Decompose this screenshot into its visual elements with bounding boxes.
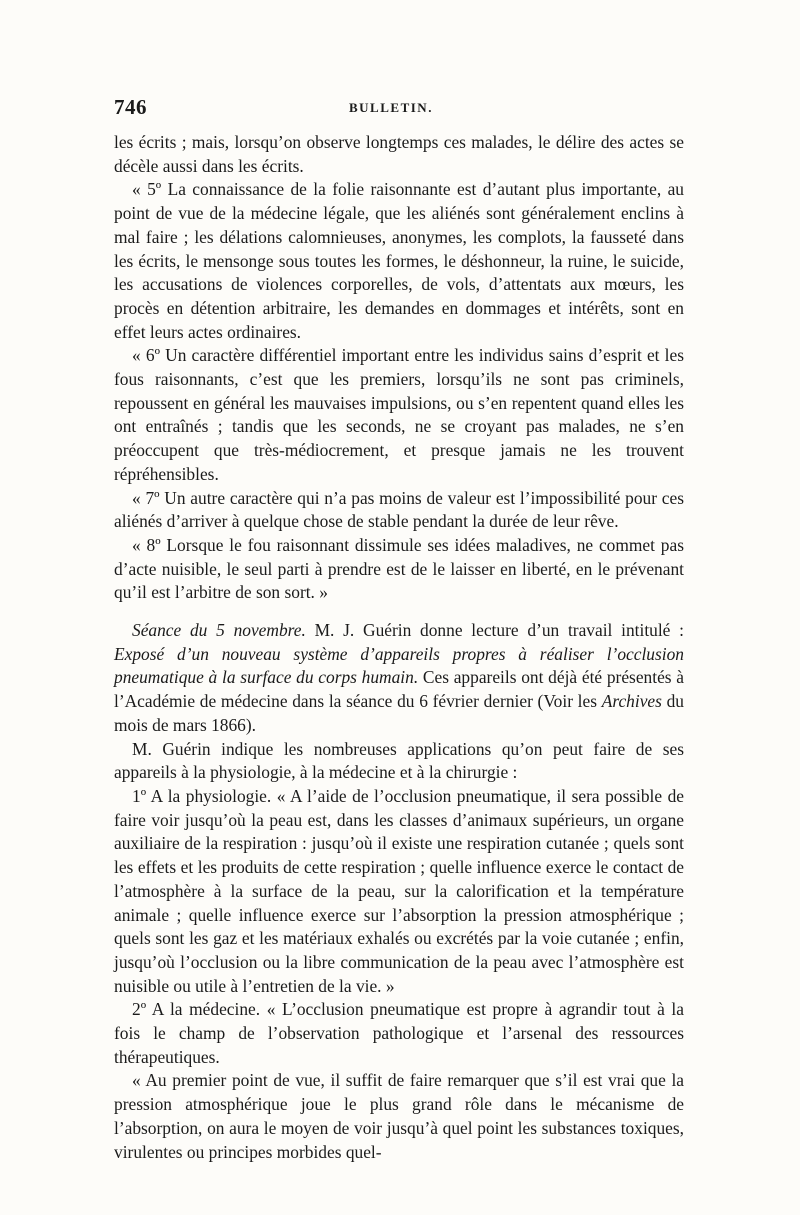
text-run: « 6º Un caractère différentiel important entre les individus sains d’esprit et les fous raisonnants, c’est que les premiers, lorsqu’ils ne sont pas criminels, repoussent en général les mauvaises impulsions, ou s’en repentent quand elles les ont entraînés ; tandis que les seconds, ne se croyant pas malades, ne s’en préoccupent que très-médiocrement, et presque jamais ne les trouvent répréhensibles. — [114, 345, 684, 484]
text-run: « 5º La connaissance de la folie raisonnante est d’autant plus importante, au point de vue de la médecine légale, que les aliénés sont généralement enclins à mal faire ; les délations calomnieuses, anonymes, les complots, la fausseté dans les écrits, le mensonge sous toutes les formes, le déshonneur, la ruine, le suicide, les accusations de violences corporelles, de vols, d’attentats aux mœurs, les procès en détention arbitraire, les demandes en dommages et intérêts, sont en effet leurs actes ordinaires. — [114, 179, 684, 342]
text-run: « 8º Lorsque le fou raisonnant dissimule ses idées maladives, ne commet pas d’acte nuisible, le seul parti à prendre est de le laisser en liberté, en le prévenant qu’il est l’arbitre de son sort. » — [114, 534, 684, 603]
body-text — [114, 131, 684, 1164]
paragraph — [114, 998, 684, 1069]
page-number: 746 — [114, 95, 147, 119]
page-header — [114, 95, 684, 131]
text-run: Ces appareils ont déjà été présentés à l’Académie de médecine dans la séance du 6 février dernier (Voir les — [114, 667, 684, 712]
paragraph — [114, 619, 684, 738]
italic-text: Exposé d’un nouveau système d’appareils propres à réaliser l’occlusion pneumatique à la surface du corps humain. — [114, 643, 684, 688]
paragraph — [114, 738, 684, 785]
paragraph — [114, 534, 684, 605]
paragraph — [114, 178, 684, 344]
text-run: 1º A la physiologie. « A l’aide de l’occlusion pneumatique, il sera possible de faire voir jusqu’où la peau est, dans les classes d’animaux supérieurs, un organe auxiliaire de la respiration : jusqu’où il existe une respiration cutanée ; quels sont les effets et les produits de cette respiration ; quelle influence exerce le contact de l’atmosphère à la surface de la peau, sur la calorification et la température animale ; quelle influence exerce sur l’absorption la pression atmosphérique ; quels sont les gaz et les matériaux exhalés ou excrétés par la voie cutanée ; enfin, jusqu’où l’occlusion ou la libre communication de la peau avec l’atmosphère est nuisible ou utile à l’entretien de la vie. » — [114, 785, 684, 996]
paragraph — [114, 785, 684, 998]
paragraph — [114, 131, 684, 178]
paragraph — [114, 487, 684, 534]
text-run: « 7º Un autre caractère qui n’a pas moins de valeur est l’impossibilité pour ces aliénés d’arriver à quelque chose de stable pendant la durée de leur rêve. — [114, 487, 684, 532]
paragraph — [114, 344, 684, 486]
italic-text: Archives — [601, 691, 662, 712]
text-run: du mois de mars 1866). — [114, 691, 684, 735]
text-run: 2º A la médecine. « L’occlusion pneumatique est propre à agrandir tout à la fois le champ de l’observation pathologique et l’arsenal des ressources thérapeutiques. — [114, 999, 684, 1067]
document-page — [114, 95, 684, 1164]
paragraph — [114, 1069, 684, 1164]
text-run: M. Guérin indique les nombreuses applications qu’on peut faire de ses appareils à la physiologie, à la médecine et à la chirurgie : — [114, 738, 684, 783]
italic-text: Séance du 5 novembre. — [132, 620, 306, 641]
running-head: BULLETIN. — [349, 100, 433, 115]
text-run: les écrits ; mais, lorsqu’on observe longtemps ces malades, le délire des actes se décèle aussi dans les écrits. — [114, 132, 684, 176]
text-run: M. J. Guérin donne lecture d’un travail intitulé : — [305, 620, 684, 641]
text-run: « Au premier point de vue, il suffit de faire remarquer que s’il est vrai que la pression atmosphérique joue le plus grand rôle dans le mécanisme de l’absorption, on aura le moyen de voir jusqu’à quel point les substances toxiques, virulentes ou principes morbides quel- — [114, 1070, 684, 1162]
